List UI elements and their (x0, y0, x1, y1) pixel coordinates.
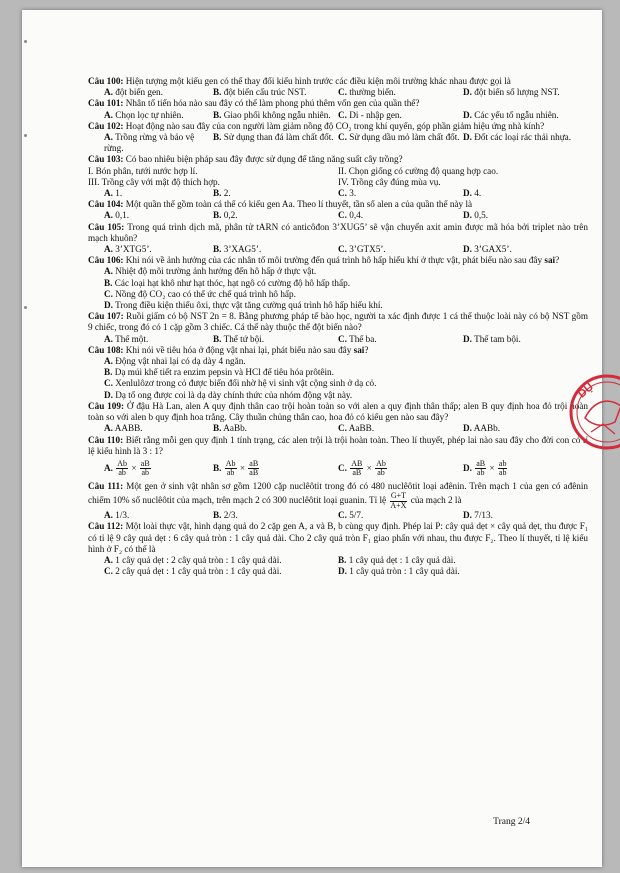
question-text-end: ? (364, 344, 369, 355)
answer-option (463, 460, 588, 478)
option-letter: C. (338, 463, 347, 474)
question-stem (88, 481, 588, 510)
option-text: thường biến. (349, 87, 396, 98)
question-text: Nhân tố tiến hóa nào sau đây có thể làm phong phú thêm vốn gen của quần thể? (125, 98, 420, 109)
genotype-fraction (475, 460, 486, 478)
answer-option (88, 367, 334, 378)
option-text: Xenlulôzơ trong cỏ được biến đổi nhờ hệ vi sinh vật cộng sinh ở dạ cỏ. (115, 378, 377, 389)
ratio-fraction (389, 492, 407, 510)
question-text: Có bao nhiêu biện pháp sau đây được sử dụng để tăng năng suất cây trồng? (125, 154, 403, 165)
answer-option (338, 566, 588, 577)
genotype-top: aB (476, 458, 486, 468)
option-row (88, 555, 588, 566)
answer-option (88, 278, 350, 289)
option-letter: B. (338, 554, 347, 565)
option-letter: D. (104, 300, 113, 311)
question-text: Hoạt động nào sau đây của con người làm giảm nồng độ CO₂ trong khí quyển, góp phần giảm hiệu ứng nhà kính? (125, 120, 545, 131)
option-letter: A. (104, 554, 113, 565)
answer-option (88, 300, 383, 311)
option-letter: A. (104, 210, 113, 221)
option-text: 2/3. (223, 510, 238, 521)
option-row (88, 566, 588, 577)
option-row (88, 289, 588, 300)
option-letter: A. (104, 109, 113, 120)
option-row (88, 367, 588, 378)
option-row (88, 334, 588, 345)
option-text: đột biến số lượng NST. (474, 87, 560, 98)
option-row (88, 278, 588, 289)
option-text: Các yếu tố ngẫu nhiên. (474, 109, 559, 120)
ratio-denominator: A+X (390, 500, 407, 510)
genotype-bottom: ab (476, 468, 485, 478)
option-letter: B. (213, 510, 222, 521)
question-stem (88, 345, 588, 356)
option-text: 1/3. (115, 510, 130, 521)
option-letter: C. (338, 109, 347, 120)
option-letter: D. (463, 423, 472, 434)
option-letter: A. (104, 356, 113, 367)
option-letter: C. (338, 423, 347, 434)
option-letter: B. (104, 277, 113, 288)
option-row (88, 110, 588, 121)
question-number: Câu 110: (88, 434, 124, 445)
option-letter: C. (338, 510, 347, 521)
question-number: Câu 105: (88, 221, 125, 232)
genotype-fraction (225, 460, 237, 478)
statement-row (88, 177, 588, 188)
option-row (88, 210, 588, 221)
option-row (88, 87, 588, 98)
option-row (88, 188, 588, 199)
question-number: Câu 109: (88, 400, 125, 411)
answer-option (463, 334, 588, 345)
option-letter: D. (463, 244, 472, 255)
option-text: 3’XTG5’. (115, 244, 152, 255)
option-text: 3’GTX5’. (349, 244, 386, 255)
genotype-bottom: ab (377, 468, 385, 478)
answer-option (338, 244, 463, 255)
option-letter: A. (104, 132, 113, 143)
question-number: Câu 102: (88, 120, 124, 131)
option-letter: C. (338, 132, 347, 143)
ratio-numerator: G+T (390, 491, 407, 501)
option-text: đột biến gen. (115, 87, 163, 98)
question-stem (88, 199, 588, 210)
question (88, 199, 588, 221)
question-number: Câu 107: (88, 311, 124, 322)
genotype-fraction (350, 460, 363, 478)
option-text: Sử dụng dầu mỏ làm chất đốt. (349, 132, 460, 143)
answer-option (88, 378, 376, 389)
question (88, 98, 588, 120)
option-row (88, 132, 588, 154)
answer-option (213, 188, 338, 199)
question-stem (88, 311, 588, 333)
genotype-fraction (248, 460, 259, 478)
question-number: Câu 112: (88, 521, 124, 532)
answer-option (463, 87, 588, 98)
question (88, 311, 588, 345)
option-letter: C. (338, 188, 347, 199)
question-stem (88, 222, 588, 244)
answer-option (88, 390, 352, 401)
genotype-fraction (498, 460, 508, 478)
option-text: Các loại hạt khô như hạt thóc, hạt ngô có cường độ hô hấp thấp. (114, 277, 350, 288)
red-stamp (563, 362, 620, 462)
genotype-top: Ab (225, 458, 236, 468)
answer-option (88, 289, 296, 300)
question (88, 401, 588, 435)
option-letter: C. (104, 288, 113, 299)
answer-option (88, 510, 213, 521)
option-row (88, 423, 588, 434)
question-stem (88, 154, 588, 165)
answer-option (88, 132, 213, 154)
answer-option (213, 210, 338, 221)
statement: III. Trồng cây với mật độ thích hợp. (88, 176, 220, 187)
option-text: Động vật nhai lại có dạ dày 4 ngăn. (115, 356, 246, 367)
option-text: Trồng rừng và bảo vệ rừng. (104, 132, 195, 154)
cross-sign: × (364, 463, 375, 474)
option-letter: B. (213, 333, 222, 344)
answer-option (338, 510, 463, 521)
statement-row (88, 166, 588, 177)
question-text: Khi nói về tiêu hóa ở động vật nhai lại, phát biểu nào sau đây (125, 344, 352, 355)
option-text: 3. (349, 188, 357, 199)
statement: IV. Trồng cây đúng mùa vụ. (338, 176, 441, 187)
option-text: Đốt các loại rác thải nhựa. (474, 132, 572, 143)
question (88, 154, 588, 199)
question (88, 345, 588, 401)
option-text: 4. (474, 188, 482, 199)
answer-option (88, 110, 213, 121)
option-row (88, 390, 588, 401)
option-text: Giao phối không ngẫu nhiên. (223, 109, 331, 120)
scan-dot (24, 40, 27, 43)
answer-option (88, 87, 213, 98)
answer-option (88, 244, 213, 255)
option-text: Dạ múi khế tiết ra enzim pepsin và HCl để tiêu hóa prôtêin. (114, 367, 334, 378)
question-stem (88, 255, 588, 266)
answer-option (213, 334, 338, 345)
option-letter: D. (463, 210, 472, 221)
option-letter: D. (463, 188, 472, 199)
answer-option (463, 210, 588, 221)
question (88, 255, 588, 311)
exam-page (22, 10, 602, 867)
option-letter: D. (104, 389, 113, 400)
genotype-top: AB (351, 458, 363, 468)
option-letter: B. (213, 423, 222, 434)
answer-option (213, 423, 338, 434)
option-letter: A. (104, 510, 113, 521)
option-letter: B. (213, 188, 222, 199)
option-letter: C. (104, 378, 113, 389)
question-text: Một quần thể gồm toàn cá thể có kiểu gen Aa. Theo lí thuyết, tần số alen a của quần thể này là (125, 199, 473, 210)
option-letter: C. (338, 244, 347, 255)
cross-sign: × (237, 463, 248, 474)
question-text-end: ? (555, 255, 560, 266)
option-text: 0,2. (223, 210, 238, 221)
option-text: 1. (115, 188, 123, 199)
question-emphasis: sai (544, 255, 556, 266)
question-number: Câu 108: (88, 344, 124, 355)
option-letter: D. (463, 87, 472, 98)
option-text: 1 cây quả tròn : 1 cây quả dài. (349, 566, 460, 577)
option-text: Nhiệt độ môi trường ảnh hưởng đến hô hấp ở thực vật. (115, 266, 317, 277)
option-letter: B. (213, 210, 222, 221)
option-letter: B. (213, 87, 222, 98)
answer-option (338, 87, 463, 98)
question-number: Câu 104: (88, 199, 124, 210)
answer-option (213, 460, 338, 478)
question-text: Ruồi giấm có bộ NST 2n = 8. Bằng phương pháp tế bào học, người ta xác định được 1 cá thể thuộc loài này có bộ NST gồm 9 chiếc, trong đó có 1 cặp gồm 3 chiếc. Cá thể này thuộc thể đột biến nào? (88, 311, 588, 333)
option-letter: A. (104, 463, 113, 474)
question-stem (88, 401, 588, 423)
option-letter: D. (463, 109, 472, 120)
cross-sign: × (487, 463, 497, 474)
genotype-bottom: ab (498, 468, 507, 478)
option-letter: C. (338, 87, 347, 98)
option-row (88, 300, 588, 311)
answer-option (88, 555, 338, 566)
answer-option (338, 460, 463, 478)
option-text: 2 cây quả dẹt : 1 cây quả tròn : 1 cây quả dài. (115, 566, 282, 577)
answer-option (88, 356, 246, 367)
option-letter: D. (463, 333, 472, 344)
option-letter: A. (104, 87, 113, 98)
option-text: 0,4. (349, 210, 364, 221)
answer-option (338, 334, 463, 345)
statement: I. Bón phân, tưới nước hợp lí. (88, 165, 198, 176)
genotype-fraction (140, 460, 151, 478)
answer-option (88, 188, 213, 199)
answer-option (338, 188, 463, 199)
answer-option (338, 210, 463, 221)
question-text-end: của mạch 2 là (410, 495, 462, 506)
option-letter: A. (104, 244, 113, 255)
option-text: Thể tam bội. (474, 333, 521, 344)
option-letter: B. (213, 244, 222, 255)
option-text: Thể một. (115, 333, 149, 344)
option-letter: D. (463, 510, 472, 521)
genotype-top: Ab (117, 458, 128, 468)
answer-option (213, 110, 338, 121)
question-list (88, 76, 588, 577)
option-letter: A. (104, 333, 113, 344)
option-text: 1 cây quả dẹt : 1 cây quả dài. (348, 554, 456, 565)
option-text: AaBB. (348, 423, 374, 434)
answer-option (88, 423, 213, 434)
statement: II. Chọn giống có cường độ quang hợp cao. (338, 165, 499, 176)
option-text: 3’XAG5’. (223, 244, 262, 255)
option-text: 5/7. (349, 510, 364, 521)
answer-option (88, 334, 213, 345)
question-stem (88, 521, 588, 555)
answer-option (213, 510, 338, 521)
option-letter: D. (463, 463, 472, 474)
option-text: AABb. (473, 423, 501, 434)
cross-options (88, 457, 588, 481)
question-number: Câu 111: (88, 480, 124, 491)
option-text: Dạ tổ ong được coi là dạ dày chính thức của nhóm động vật này. (115, 389, 353, 400)
answer-option (88, 566, 338, 577)
question-number: Câu 103: (88, 154, 124, 165)
answer-option (213, 244, 338, 255)
question-number: Câu 106: (88, 255, 124, 266)
question-emphasis: sai (353, 344, 365, 355)
question (88, 222, 588, 256)
genotype-bottom: ab (141, 468, 150, 478)
option-text: Thể ba. (349, 333, 377, 344)
genotype-fraction (116, 460, 128, 478)
question (88, 121, 588, 155)
option-letter: B. (213, 132, 222, 143)
answer-option (213, 87, 338, 98)
option-letter: A. (104, 266, 113, 277)
option-text: 3’GAX5’. (474, 244, 512, 255)
option-text: 0,1. (115, 210, 130, 221)
answer-option (88, 266, 316, 277)
genotype-bottom: aB (352, 468, 362, 478)
option-text: AABB. (114, 423, 143, 434)
answer-option (338, 110, 463, 121)
stamp-text: DỤ (575, 381, 596, 401)
question-number: Câu 101: (88, 98, 124, 109)
answer-option (213, 132, 338, 154)
option-text: Di - nhập gen. (349, 109, 402, 120)
question-text: Biết rằng mỗi gen quy định 1 tính trạng, các alen trội là trội hoàn toàn. Theo lí thuyết, phép lai nào sau đây cho đời con có tỉ lệ kiểu hình là 3 : 1? (88, 434, 589, 456)
genotype-bottom: ab (226, 468, 235, 478)
question (88, 76, 588, 98)
question-text: Trong quá trình dịch mã, phân tử tARN có anticôđon 3’XUG5’ sẽ vận chuyển axit amin được mã hóa bởi triplet nào trên mạch khuôn? (88, 221, 588, 243)
answer-option (463, 188, 588, 199)
option-text: Chọn lọc tự nhiên. (115, 109, 184, 120)
answer-option (463, 110, 588, 121)
option-text: 0,5. (474, 210, 489, 221)
page-number: Trang 2/4 (493, 817, 530, 827)
question-stem (88, 76, 588, 87)
option-letter: A. (104, 188, 113, 199)
option-letter: D. (338, 566, 347, 577)
question-text: Một gen ở sinh vật nhân sơ gồm 1200 cặp nuclêôtit trong đó có 480 nuclêôtit loại ađênin. Trên mạch 1 của gen có ađênin chiếm 10% số nuclêôtit của mạch, trên mạch 2 có 300 nuclêôtit loại guanin. Tỉ lệ (88, 480, 589, 506)
option-row (88, 356, 588, 367)
option-text: 7/13. (474, 510, 493, 521)
option-letter: C. (338, 333, 347, 344)
option-text: AaBb. (223, 423, 247, 434)
question (88, 521, 588, 577)
question (88, 435, 588, 481)
option-letter: D. (463, 132, 472, 143)
option-letter: B. (104, 367, 113, 378)
option-row (88, 510, 588, 521)
option-letter: C. (338, 210, 347, 221)
answer-option (338, 132, 463, 154)
option-text: Sử dụng than đá làm chất đốt. (223, 132, 334, 143)
option-row (88, 266, 588, 277)
genotype-top: ab (498, 458, 507, 468)
genotype-top: aB (140, 458, 150, 468)
question-number: Câu 100: (88, 76, 124, 86)
scan-dot (24, 306, 27, 309)
option-letter: B. (213, 109, 222, 120)
genotype-top: Ab (376, 458, 386, 468)
question-stem (88, 435, 588, 457)
genotype-fraction (375, 460, 387, 478)
question-text: Khi nói về ảnh hưởng của các nhân tố môi trường đến quá trình hô hấp hiếu khí ở thực vật, phát biểu nào sau đây (125, 255, 543, 266)
answer-option (88, 460, 213, 478)
option-row (88, 378, 588, 389)
option-letter: C. (104, 566, 113, 577)
answer-option (338, 555, 588, 566)
question-text: Ở đậu Hà Lan, alen A quy định thân cao trội hoàn toàn so với alen a quy định thân thấp; alen B quy định hoa đỏ trội hoàn toàn so với alen b quy định hoa trắng. Cây thuần chủng thân cao, hoa đỏ có kiểu gen nào sau đây? (88, 400, 588, 423)
scan-dot (24, 134, 27, 137)
question-text: Một loài thực vật, hình dạng quả do 2 cặp gen A, a và B, b cùng quy định. Phép lai P: cây quả dẹt × cây quả dẹt, thu được F₁ có tỉ lệ 9 cây quả dẹt : 6 cây quả tròn : 1 cây quả dài. Cho 2 cây quả tròn F₁ giao phấn với nhau, thu được F₂. Theo lí thuyết, tỉ lệ kiểu hình ở F₂ có thể là (88, 521, 589, 554)
genotype-top: aB (249, 458, 259, 468)
cross-sign: × (129, 463, 139, 474)
question-text: Hiện tượng một kiểu gen có thể thay đổi kiểu hình trước các điều kiện môi trường khác nhau được gọi là (125, 76, 511, 86)
question-stem (88, 121, 588, 132)
option-text: đột biến cấu trúc NST. (223, 87, 307, 98)
answer-option (463, 132, 588, 154)
option-text: Thể tứ bội. (223, 333, 265, 344)
question-stem (88, 98, 588, 109)
genotype-bottom: aB (249, 468, 259, 478)
option-letter: A. (104, 423, 113, 434)
option-text: Trong điều kiện thiếu ôxi, thực vật tăng cường quá trình hô hấp hiếu khí. (115, 300, 383, 311)
answer-option (88, 210, 213, 221)
genotype-bottom: ab (118, 468, 126, 478)
answer-option (338, 423, 463, 434)
option-text: 2. (223, 188, 231, 199)
question (88, 481, 588, 521)
option-text: 1 cây quả dẹt : 2 cây quả tròn : 1 cây quả dài. (115, 554, 282, 565)
answer-option (463, 510, 588, 521)
option-letter: B. (213, 463, 222, 474)
option-text: Nồng độ CO₂ cao có thể ức chế quá trình hô hấp. (115, 288, 296, 299)
answer-option (463, 244, 588, 255)
option-row (88, 244, 588, 255)
